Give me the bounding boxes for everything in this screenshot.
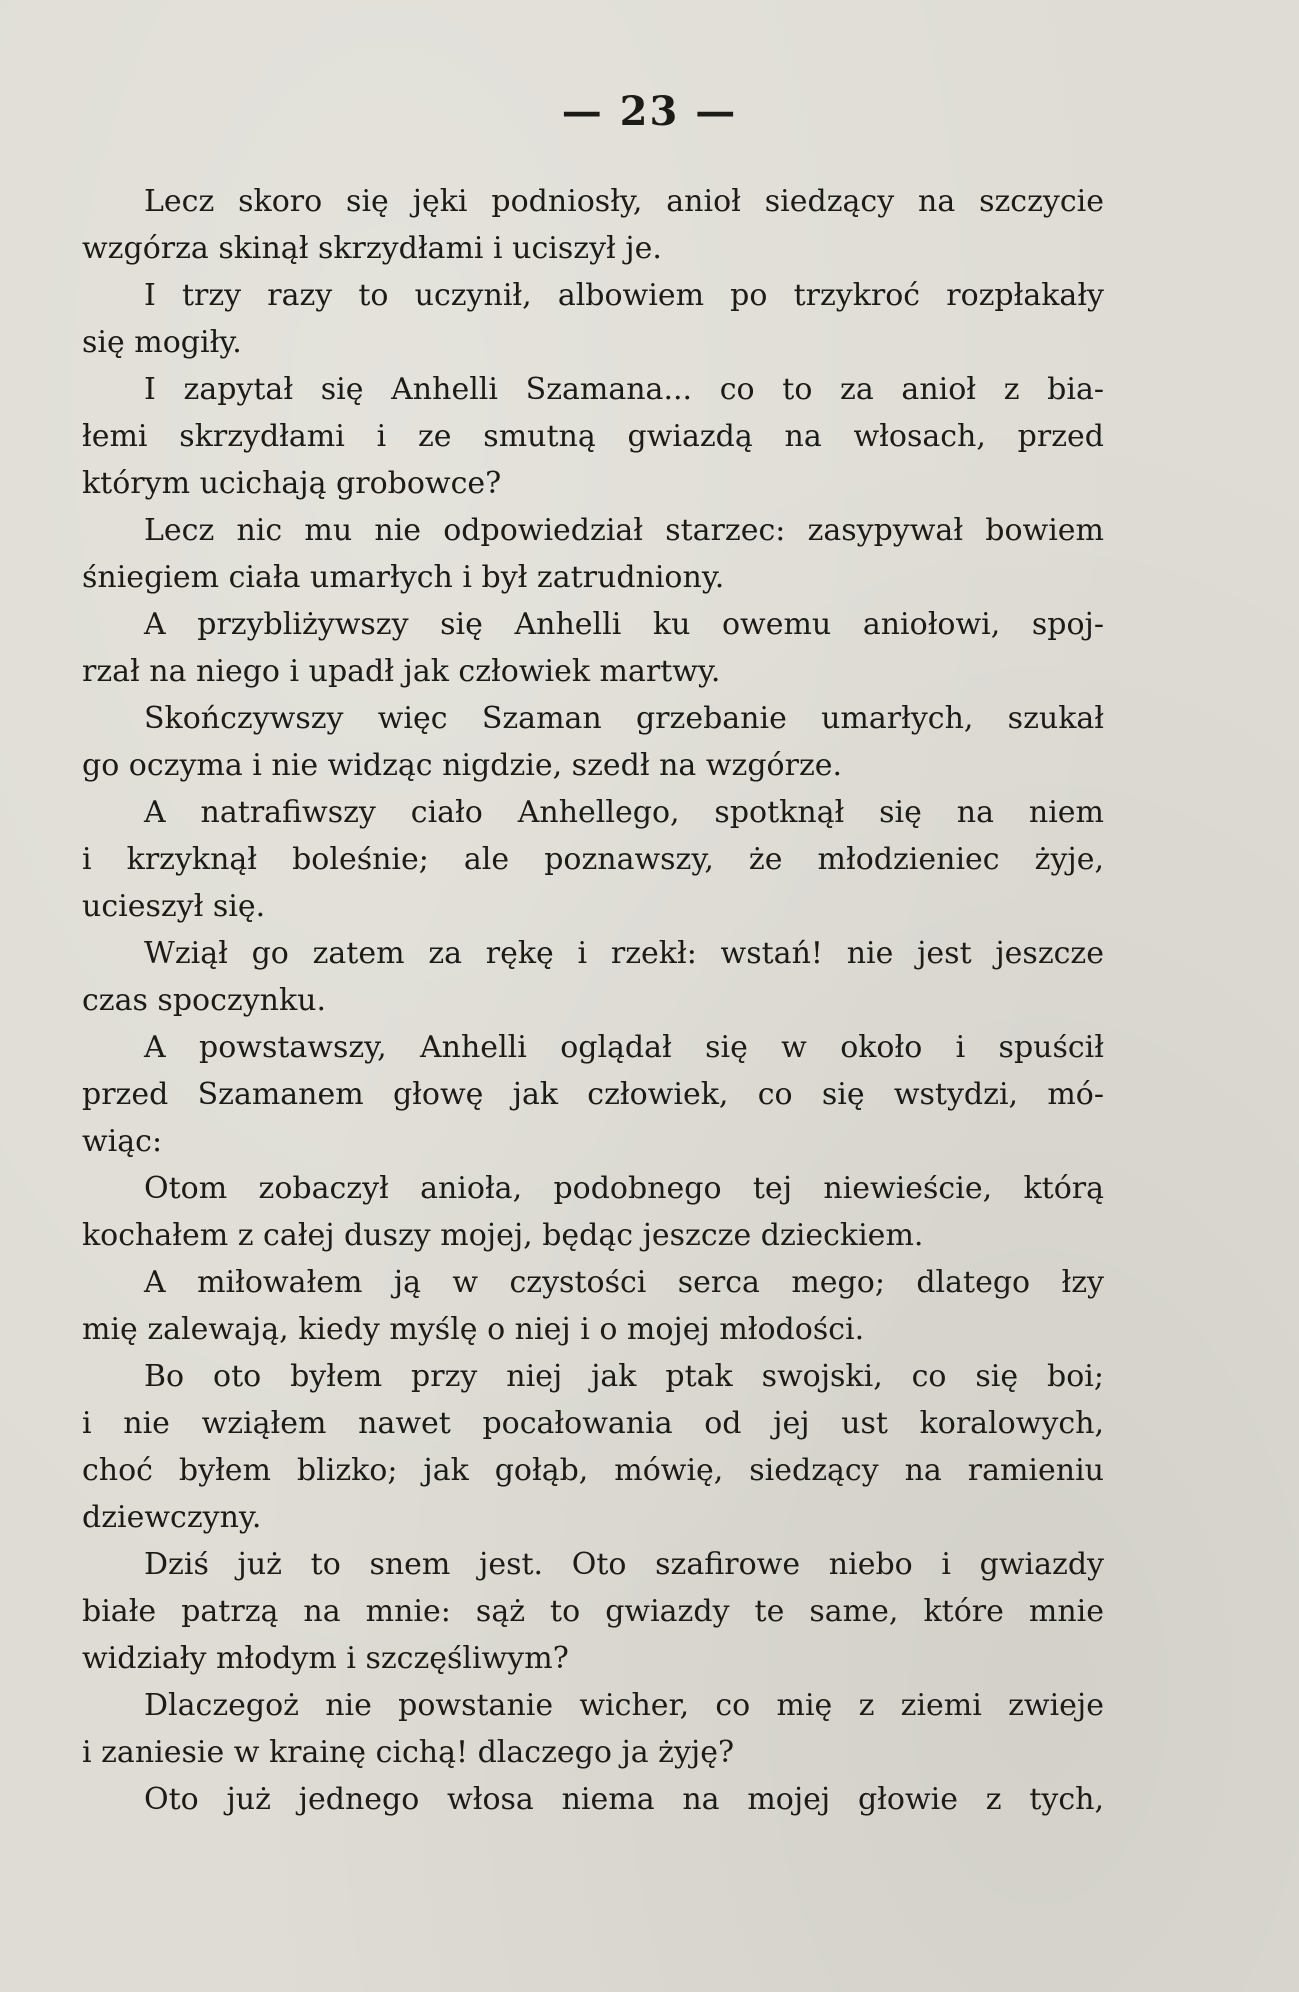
text-line: Lecz skoro się jęki podniosły, anioł siedzący na szczycie (144, 184, 1104, 219)
text-line: go oczyma i nie widząc nigdzie, szedł na wzgórze. (82, 748, 843, 783)
text-line: Lecz nic mu nie odpowiedział starzec: zasypywał bowiem (144, 513, 1104, 548)
text-line: dziewczyny. (82, 1500, 262, 1535)
text-line: śniegiem ciała umarłych i był zatrudniony. (82, 560, 725, 595)
text-line: A powstawszy, Anhelli oglądał się w około i spuścił (144, 1030, 1104, 1065)
text-line: czas spoczynku. (82, 983, 326, 1018)
text-line: Wziął go zatem za rękę i rzekł: wstań! nie jest jeszcze (144, 936, 1104, 971)
text-line: rzał na niego i upadł jak człowiek martwy. (82, 654, 721, 689)
text-line: wiąc: (82, 1124, 163, 1159)
paragraph (82, 1353, 1104, 1541)
paragraph (82, 789, 1104, 930)
text-line: i nie wziąłem nawet pocałowania od jej ust koralowych, (82, 1406, 1104, 1441)
paragraph (82, 507, 1104, 601)
text-line: Dziś już to snem jest. Oto szafirowe niebo i gwiazdy (144, 1547, 1104, 1582)
text-line: mię zalewają, kiedy myślę o niej i o mojej młodości. (82, 1312, 865, 1347)
text-line: Otom zobaczył anioła, podobnego tej niewieście, którą (144, 1171, 1104, 1206)
paragraph (82, 1259, 1104, 1353)
paragraph (82, 1776, 1104, 1823)
paragraph (82, 178, 1104, 272)
text-line: się mogiły. (82, 325, 242, 360)
paragraph (82, 1165, 1104, 1259)
text-line: A przybliżywszy się Anhelli ku owemu aniołowi, spoj- (144, 607, 1104, 642)
text-line: i zaniesie w krainę cichą! dlaczego ja żyję? (82, 1735, 735, 1770)
text-line: Skończywszy więc Szaman grzebanie umarłych, szukał (144, 701, 1104, 736)
text-line: A natrafiwszy ciało Anhellego, spotknął się na niem (144, 795, 1104, 830)
paragraph (82, 695, 1104, 789)
text-line: kochałem z całej duszy mojej, będąc jeszcze dzieckiem. (82, 1218, 924, 1253)
paragraph (82, 1024, 1104, 1165)
page-number: — 23 — (561, 88, 738, 135)
text-line: widziały młodym i szczęśliwym? (82, 1641, 569, 1676)
text-line: I zapytał się Anhelli Szamana... co to za anioł z bia- (144, 372, 1104, 407)
text-line: Oto już jednego włosa niema na mojej głowie z tych, (144, 1782, 1104, 1817)
text-line: choć byłem blizko; jak gołąb, mówię, siedzący na ramieniu (82, 1453, 1104, 1488)
text-line: którym ucichają grobowce? (82, 466, 502, 501)
paragraph (82, 1682, 1104, 1776)
body-text (82, 178, 1104, 1823)
text-line: i krzyknął boleśnie; ale poznawszy, że młodzieniec żyje, (82, 842, 1104, 877)
paragraph (82, 601, 1104, 695)
paragraph (82, 366, 1104, 507)
paragraph (82, 930, 1104, 1024)
text-line: przed Szamanem głowę jak człowiek, co się wstydzi, mó- (82, 1077, 1104, 1112)
text-line: wzgórza skinął skrzydłami i uciszył je. (82, 231, 662, 266)
text-line: ucieszył się. (82, 889, 266, 924)
paragraph (82, 1541, 1104, 1682)
text-line: białe patrzą na mnie: sąż to gwiazdy te same, które mnie (82, 1594, 1104, 1629)
text-line: I trzy razy to uczynił, albowiem po trzykroć rozpłakały (144, 278, 1104, 313)
text-line: Bo oto byłem przy niej jak ptak swojski, co się boi; (144, 1359, 1104, 1394)
text-line: łemi skrzydłami i ze smutną gwiazdą na włosach, przed (82, 419, 1104, 454)
text-line: A miłowałem ją w czystości serca mego; dlatego łzy (144, 1265, 1104, 1300)
paragraph (82, 272, 1104, 366)
text-line: Dlaczegoż nie powstanie wicher, co mię z ziemi zwieje (144, 1688, 1104, 1723)
